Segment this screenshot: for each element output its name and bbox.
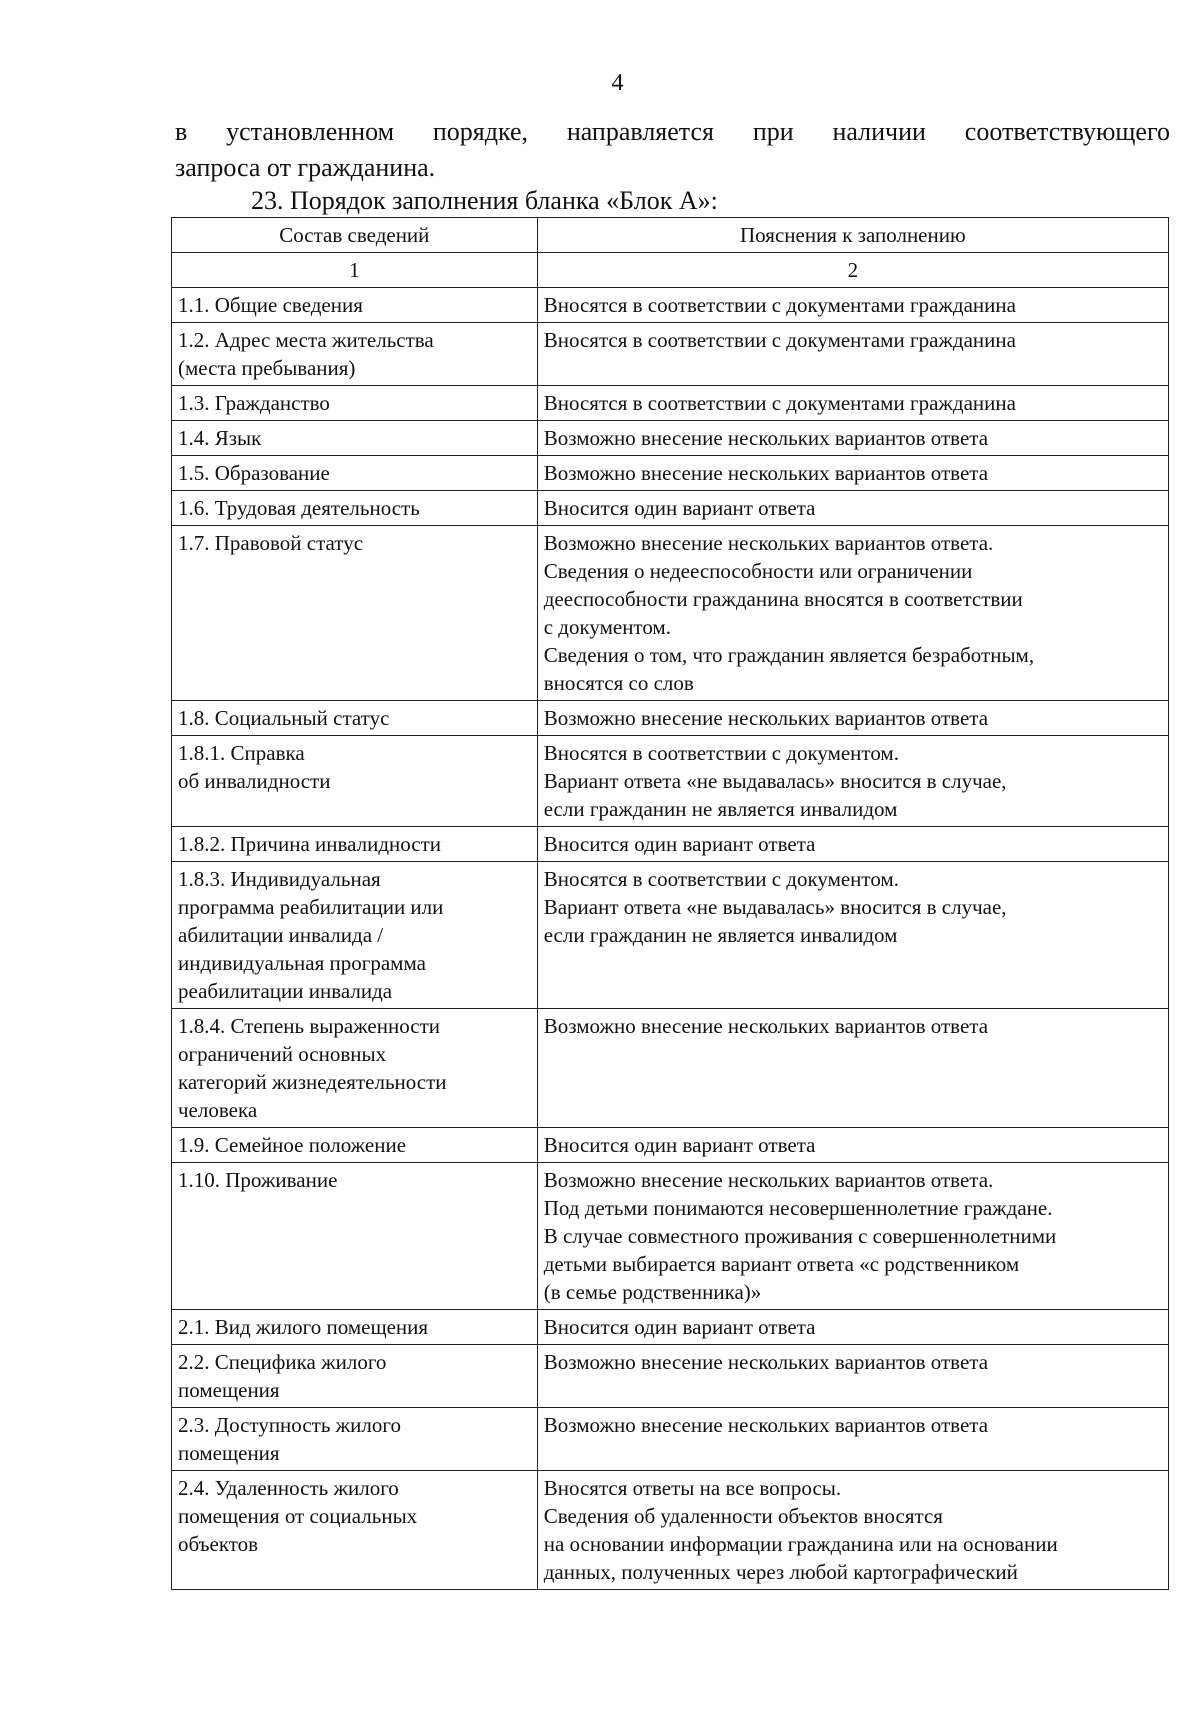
table-row [172, 862, 1169, 1009]
cell-text-line: Вносится один вариант ответа [543, 1315, 816, 1339]
cell-text-line: Сведения об удаленности объектов вносятся [543, 1504, 943, 1528]
cell-text-line: 2.2. Специфика жилого [178, 1350, 387, 1374]
cell-text-line: ограничений основных [178, 1042, 387, 1066]
cell-text-line: Вносятся в соответствии с документами гражданина [543, 293, 1016, 317]
page-number: 4 [611, 70, 624, 96]
header-explanations: Пояснения к заполнению [537, 218, 1168, 253]
cell-text-line: (в семье родственника)» [543, 1280, 762, 1304]
cell-text-line: объектов [178, 1532, 259, 1556]
cell-text-line: Вносятся в соответствии с документом. [543, 741, 899, 765]
table-row [172, 1471, 1169, 1590]
table-row [172, 736, 1169, 827]
table-row [172, 491, 1169, 526]
cell-explanation [537, 827, 1168, 862]
cell-text-line: если гражданин не является инвалидом [543, 923, 898, 947]
cell-composition [172, 421, 538, 456]
cell-text-line: абилитации инвалида / [178, 923, 384, 947]
cell-text-line: реабилитации инвалида [178, 979, 393, 1003]
cell-text-line: помещения [178, 1378, 280, 1402]
cell-explanation [537, 526, 1168, 701]
cell-text-line: 1.5. Образование [178, 461, 330, 485]
table-row [172, 827, 1169, 862]
cell-explanation [537, 1471, 1168, 1590]
table-row [172, 323, 1169, 386]
cell-text-line: В случае совместного проживания с совершеннолетними [543, 1224, 1057, 1248]
cell-composition [172, 526, 538, 701]
fill-instructions-table [171, 217, 1169, 1590]
table-row [172, 456, 1169, 491]
table-row [172, 421, 1169, 456]
cell-composition [172, 827, 538, 862]
cell-text-line: категорий жизнедеятельности [178, 1070, 447, 1094]
cell-composition [172, 456, 538, 491]
table-row [172, 1408, 1169, 1471]
table-body [172, 288, 1169, 1590]
cell-text-line: Сведения о том, что гражданин является безработным, [543, 643, 1035, 667]
cell-composition [172, 288, 538, 323]
cell-composition [172, 1471, 538, 1590]
cell-composition [172, 1128, 538, 1163]
cell-composition [172, 386, 538, 421]
column-number-2: 2 [537, 253, 1168, 288]
cell-text-line: Вариант ответа «не выдавалась» вносится в случае, [543, 769, 1007, 793]
cell-composition [172, 1345, 538, 1408]
table-column-number-row [172, 253, 1169, 288]
cell-text-line: Сведения о недееспособности или ограничении [543, 559, 973, 583]
table-row [172, 526, 1169, 701]
table-row [172, 1345, 1169, 1408]
intro-paragraph-line-1: в установленном порядке, направляется при наличии соответствующего [175, 117, 1170, 146]
cell-text-line: 1.3. Гражданство [178, 391, 330, 415]
cell-text-line: Вносятся в соответствии с документами гражданина [543, 391, 1016, 415]
cell-explanation [537, 421, 1168, 456]
cell-text-line: Возможно внесение нескольких вариантов ответа. [543, 1168, 994, 1192]
cell-text-line: 1.8.3. Индивидуальная [178, 867, 381, 891]
table-row [172, 386, 1169, 421]
cell-composition [172, 862, 538, 1009]
cell-text-line: Возможно внесение нескольких вариантов ответа [543, 426, 989, 450]
table-row [172, 1009, 1169, 1128]
cell-composition [172, 1009, 538, 1128]
table-row [172, 1128, 1169, 1163]
cell-text-line: помещения [178, 1441, 280, 1465]
cell-composition [172, 491, 538, 526]
cell-explanation [537, 323, 1168, 386]
cell-composition [172, 1408, 538, 1471]
table-row [172, 288, 1169, 323]
cell-text-line: 1.6. Трудовая деятельность [178, 496, 420, 520]
cell-explanation [537, 386, 1168, 421]
cell-explanation [537, 701, 1168, 736]
cell-text-line: 1.8. Социальный статус [178, 706, 390, 730]
header-composition: Состав сведений [172, 218, 538, 253]
table-row [172, 701, 1169, 736]
cell-text-line: Возможно внесение нескольких вариантов ответа [543, 1350, 989, 1374]
cell-text-line: данных, полученных через любой картографический [543, 1560, 1018, 1584]
cell-composition [172, 323, 538, 386]
cell-text-line: (места пребывания) [178, 356, 356, 380]
cell-text-line: человека [178, 1098, 258, 1122]
cell-text-line: Возможно внесение нескольких вариантов ответа [543, 706, 989, 730]
cell-explanation [537, 491, 1168, 526]
cell-explanation [537, 1128, 1168, 1163]
cell-explanation [537, 1163, 1168, 1310]
cell-text-line: 1.7. Правовой статус [178, 531, 364, 555]
cell-explanation [537, 862, 1168, 1009]
cell-text-line: Возможно внесение нескольких вариантов ответа [543, 461, 989, 485]
table-header-row [172, 218, 1169, 253]
cell-text-line: Вносится один вариант ответа [543, 832, 816, 856]
cell-text-line: 2.1. Вид жилого помещения [178, 1315, 429, 1339]
cell-text-line: Возможно внесение нескольких вариантов ответа [543, 1413, 989, 1437]
cell-text-line: 1.8.1. Справка [178, 741, 305, 765]
cell-composition [172, 701, 538, 736]
cell-explanation [537, 1009, 1168, 1128]
cell-text-line: об инвалидности [178, 769, 331, 793]
cell-text-line: Вносятся ответы на все вопросы. [543, 1476, 842, 1500]
column-number-1: 1 [172, 253, 538, 288]
cell-text-line: Возможно внесение нескольких вариантов ответа [543, 1014, 989, 1038]
section-heading: 23. Порядок заполнения бланка «Блок А»: [251, 186, 718, 215]
cell-explanation [537, 1310, 1168, 1345]
cell-text-line: Вариант ответа «не выдавалась» вносится в случае, [543, 895, 1007, 919]
table-row [172, 1163, 1169, 1310]
cell-explanation [537, 1345, 1168, 1408]
cell-text-line: дееспособности гражданина вносятся в соответствии [543, 587, 1023, 611]
cell-text-line: 1.1. Общие сведения [178, 293, 363, 317]
cell-text-line: 1.2. Адрес места жительства [178, 328, 434, 352]
cell-text-line: Возможно внесение нескольких вариантов ответа. [543, 531, 994, 555]
cell-text-line: вносятся со слов [543, 671, 694, 695]
cell-text-line: Вносится один вариант ответа [543, 1133, 816, 1157]
cell-text-line: 1.8.4. Степень выраженности [178, 1014, 440, 1038]
cell-text-line: если гражданин не является инвалидом [543, 797, 898, 821]
cell-text-line: индивидуальная программа [178, 951, 426, 975]
cell-text-line: Под детьми понимаются несовершеннолетние граждане. [543, 1196, 1053, 1220]
cell-text-line: помещения от социальных [178, 1504, 418, 1528]
cell-explanation [537, 736, 1168, 827]
cell-text-line: программа реабилитации или [178, 895, 444, 919]
cell-text-line: 1.10. Проживание [178, 1168, 338, 1192]
cell-explanation [537, 1408, 1168, 1471]
cell-text-line: 1.9. Семейное положение [178, 1133, 407, 1157]
cell-text-line: 2.3. Доступность жилого [178, 1413, 401, 1437]
cell-text-line: Вносится один вариант ответа [543, 496, 816, 520]
cell-explanation [537, 456, 1168, 491]
cell-composition [172, 736, 538, 827]
cell-composition [172, 1310, 538, 1345]
cell-text-line: Вносятся в соответствии с документами гражданина [543, 328, 1016, 352]
cell-explanation [537, 288, 1168, 323]
cell-composition [172, 1163, 538, 1310]
cell-text-line: 2.4. Удаленность жилого [178, 1476, 399, 1500]
table-row [172, 1310, 1169, 1345]
intro-paragraph-line-2: запроса от гражданина. [175, 153, 436, 182]
cell-text-line: с документом. [543, 615, 671, 639]
cell-text-line: 1.8.2. Причина инвалидности [178, 832, 442, 856]
cell-text-line: 1.4. Язык [178, 426, 262, 450]
cell-text-line: Вносятся в соответствии с документом. [543, 867, 899, 891]
cell-text-line: на основании информации гражданина или на основании [543, 1532, 1058, 1556]
cell-text-line: детьми выбирается вариант ответа «с родственником [543, 1252, 1020, 1276]
